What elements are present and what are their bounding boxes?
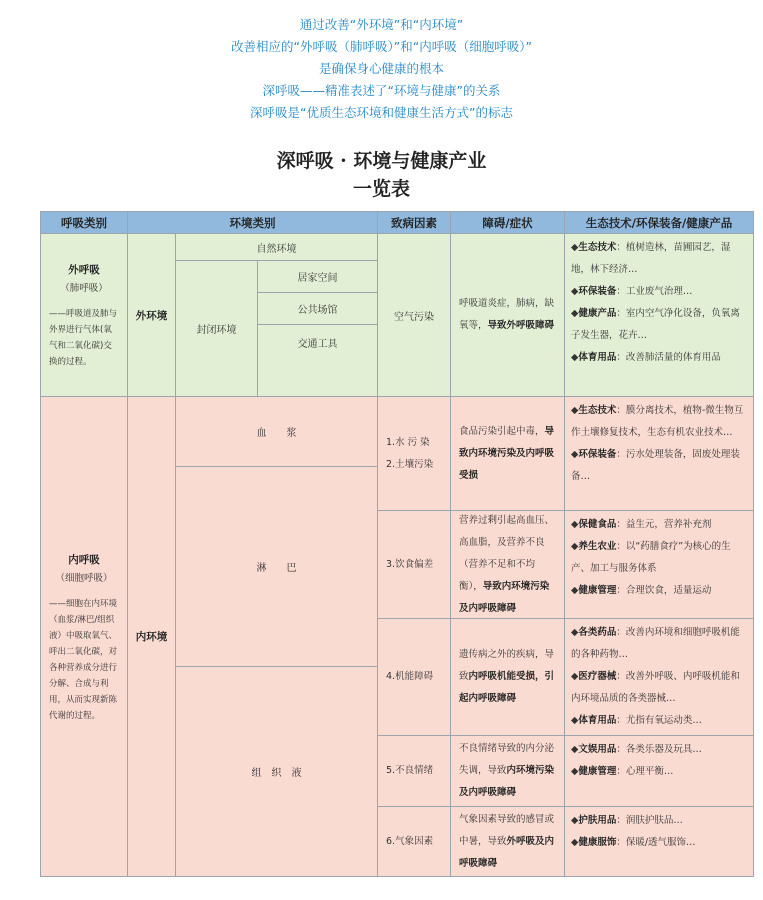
product-item: ◆生态技术：膜分离技术，植物-微生物互作土壤修复技术，生态有机农业技术…: [571, 405, 744, 438]
inner-products-cell: [565, 397, 753, 511]
inner-products-cell: [565, 736, 753, 807]
header-cause: 致病因素: [378, 212, 451, 234]
inner-cause-cell: 1.水 污 染 2.土壤污染: [378, 397, 451, 511]
inner-products-cell: [565, 619, 753, 736]
outer-breathing-desc: ——呼吸道及肺与外界进行气体(氧气和二氧化碳)交换的过程。: [49, 309, 118, 367]
product-item: ◆各类药品：改善内环境和细胞呼吸机能的各种药物…: [571, 627, 740, 660]
outer-symptom-bold: 导致外呼吸障碍: [487, 320, 555, 331]
outer-breathing-cell: [41, 234, 128, 397]
closed-env-home: 居家空间: [258, 261, 378, 293]
product-item: ◆护肤用品：润肤护肤品…: [571, 815, 683, 826]
inner-products-cell: [565, 511, 753, 619]
intro-line: 通过改善“外环境”和“内环境”: [299, 17, 464, 32]
inner-symptom-cell: 遗传病之外的疾病，导致内呼吸机能受损，引起内呼吸障碍: [451, 619, 565, 736]
closed-env-transport: 交通工具: [258, 325, 378, 397]
fluid-tissue-cell: 组 织 液: [176, 667, 378, 876]
product-item: ◆医疗器械：改善外呼吸、内呼吸机能和内环境品质的各类器械…: [571, 671, 740, 704]
page-subtitle: 一览表: [352, 178, 410, 200]
product-item: ◆环保装备：污水处理装备，固废处理装备…: [571, 449, 740, 482]
outer-symptom-text: 呼吸道炎症，肺病，缺氧等，: [459, 298, 555, 331]
outer-breathing-paren: （肺呼吸）: [60, 283, 108, 294]
product-item: ◆体育用品：尤指有氧运动类…: [571, 715, 702, 726]
inner-cause-cell: 5.不良情绪: [378, 736, 451, 807]
inner-breathing-desc: ——细胞在内环境（血浆/淋巴/组织液）中吸取氧气、呼出二氧化碳，对各种营养成分进行分解、合成与利用，从而实现新陈代谢的过程。: [49, 599, 118, 721]
inner-cause-cell: 4.机能障碍: [378, 619, 451, 736]
inner-env-cell: 内环境: [128, 397, 176, 876]
header-symptom: 障碍/症状: [451, 212, 565, 234]
inner-symptom-cell: 营养过剩引起高血压、高血脂，及营养不良（营养不足和不均衡），导致内环境污染及内呼吸障碍: [451, 511, 565, 619]
outer-symptom-cell: [451, 234, 565, 397]
fluid-lymph-cell: 淋 巴: [176, 467, 378, 667]
product-item: ◆文娱用品：各类乐器及玩具…: [571, 744, 702, 755]
fluid-plasma-cell: 血 浆: [176, 397, 378, 467]
product-item: ◆体育用品：改善肺活量的体育用品: [571, 352, 721, 363]
inner-breathing-name: 内呼吸: [68, 554, 100, 566]
inner-symptom-cell: 不良情绪导致的内分泌失调，导致内环境污染及内呼吸障碍: [451, 736, 565, 807]
product-item: ◆健康产品：室内空气净化设备，负氧离子发生器，花卉…: [571, 308, 740, 341]
product-item: ◆养生农业：以“药膳食疗”为核心的生产、加工与服务体系: [571, 541, 731, 574]
intro-line: 深呼吸是“优质生态环境和健康生活方式”的标志: [250, 105, 513, 120]
inner-cause-cell: 3.饮食偏差: [378, 511, 451, 619]
product-item: ◆健康管理：心理平衡…: [571, 766, 674, 777]
inner-products-cell: [565, 807, 753, 876]
header-products: 生态技术/环保装备/健康产品: [565, 212, 753, 234]
overview-table: [40, 211, 754, 877]
inner-symptom-cell: 食品污染引起中毒，导致内环境污染及内呼吸受损: [451, 397, 565, 511]
inner-cause-cell: 6.气象因素: [378, 807, 451, 876]
closed-env-cell: 封闭环境: [176, 261, 258, 397]
outer-products-cell: [565, 234, 753, 397]
intro-line: 深呼吸——精准表述了“环境与健康”的关系: [262, 83, 501, 98]
header-breathing-type: 呼吸类别: [41, 212, 128, 234]
product-item: ◆健康管理：合理饮食，适量运动: [571, 585, 712, 596]
inner-breathing-cell: [41, 397, 128, 876]
inner-symptom-cell: 气象因素导致的感冒或中暑，导致外呼吸及内呼吸障碍: [451, 807, 565, 876]
header-env-type: 环境类别: [128, 212, 378, 234]
outer-env-cell: 外环境: [128, 234, 176, 397]
page-title: 深呼吸 · 环境与健康产业: [276, 150, 487, 172]
closed-env-public: 公共场馆: [258, 293, 378, 325]
natural-env-cell: 自然环境: [176, 234, 378, 261]
inner-breathing-paren: （细胞呼吸）: [55, 573, 113, 584]
product-item: ◆健康服饰：保暖/透气服饰…: [571, 837, 696, 848]
intro-line: 是确保身心健康的根本: [318, 61, 444, 76]
intro-block: [0, 14, 763, 124]
outer-cause-cell: 空气污染: [378, 234, 451, 397]
product-item: ◆保健食品：益生元，营养补充剂: [571, 519, 712, 530]
product-item: ◆生态技术：植树造林，苗圃园艺，湿地，林下经济…: [571, 242, 731, 275]
outer-breathing-name: 外呼吸: [68, 264, 100, 276]
intro-line: 改善相应的“外呼吸（肺呼吸）”和“内呼吸（细胞呼吸）”: [231, 39, 532, 54]
product-item: ◆环保装备：工业废气治理…: [571, 286, 693, 297]
